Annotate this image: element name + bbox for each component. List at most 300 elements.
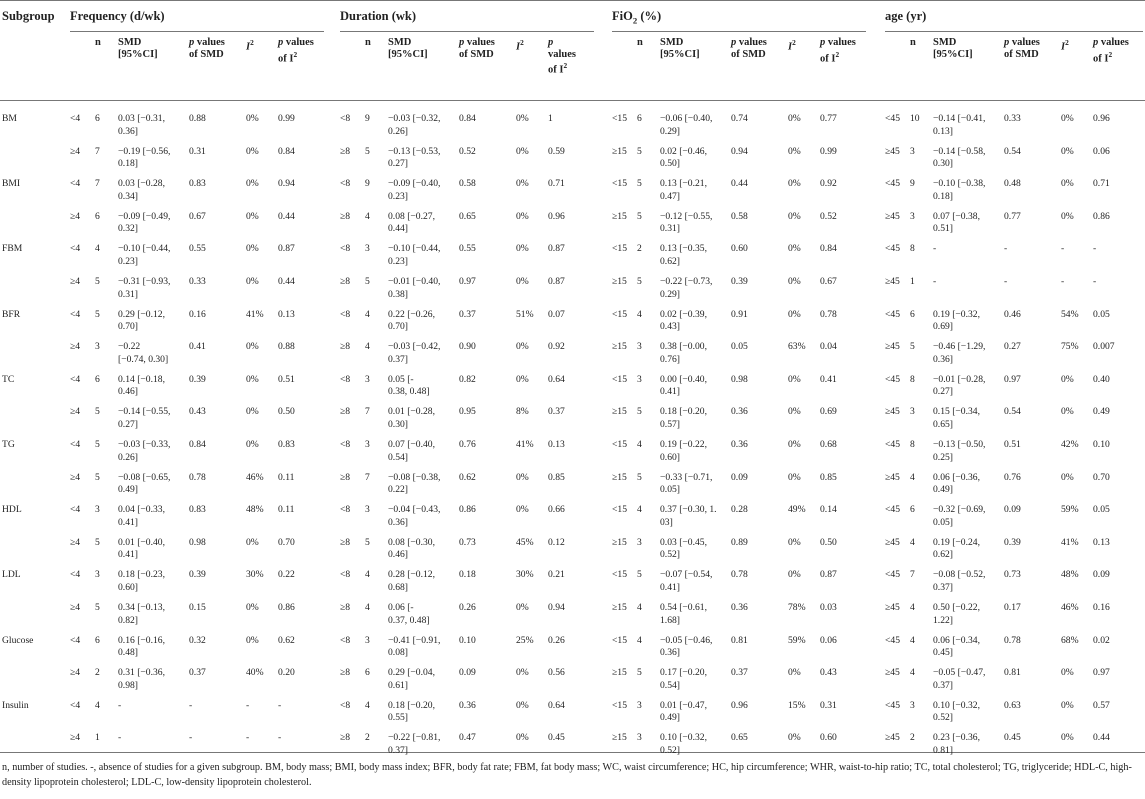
freq-p-smd-cell: 0.43 xyxy=(189,406,206,418)
freq-p-i2-cell: 0.44 xyxy=(278,210,295,222)
header-duration: Duration (wk) xyxy=(340,9,417,23)
fio-p-i2-cell: 0.52 xyxy=(820,210,837,222)
fio-n-cell: 3 xyxy=(637,536,642,548)
age-p-i2-cell: 0.97 xyxy=(1093,667,1110,679)
header-subgroup: Subgroup xyxy=(2,9,55,23)
freq-p-i2-cell: 0.50 xyxy=(278,406,295,418)
freq-n-cell: 7 xyxy=(95,178,100,190)
age-smd-cell: 0.10 [−0.32, 0.52] xyxy=(933,699,980,724)
dur-i2-cell: 0% xyxy=(516,699,529,711)
dur-p-i2-cell: 0.59 xyxy=(548,145,565,157)
freq-category-cell: <4 xyxy=(70,634,81,646)
dur-category-cell: ≥8 xyxy=(340,602,351,613)
dur-p-smd-cell: 0.62 xyxy=(459,471,476,483)
dur-category-cell: ≥8 xyxy=(340,406,351,418)
age-n-cell: 6 xyxy=(910,504,915,516)
fio-p-i2-cell: 0.77 xyxy=(820,113,837,124)
freq-p-i2-cell: 0.84 xyxy=(278,145,295,157)
fio-category-cell: <15 xyxy=(612,634,628,646)
age-smd-cell: 0.15 [−0.34, 0.65] xyxy=(933,406,980,430)
dur-i2-cell: 0% xyxy=(516,373,529,385)
dur-p-i2-cell: 0.71 xyxy=(548,178,565,190)
dur-i2-cell: 30% xyxy=(516,569,534,581)
dur-n-cell: 5 xyxy=(365,276,370,287)
age-p-smd-cell: 0.54 xyxy=(1004,406,1021,418)
fio-p-smd-cell: 0.44 xyxy=(731,178,748,190)
header-rule-bottom xyxy=(0,100,1145,101)
fio-n-cell: 3 xyxy=(637,699,642,711)
age-n-cell: 4 xyxy=(910,536,915,548)
fio-i2-cell: 0% xyxy=(788,243,801,255)
freq-n-cell: 5 xyxy=(95,406,100,418)
dur-n-cell: 7 xyxy=(365,406,370,418)
freq-category-cell: ≥4 xyxy=(70,341,81,353)
fio-i2-cell: 78% xyxy=(788,602,806,613)
fio-i2-cell: 0% xyxy=(788,536,801,548)
dur-p-smd-cell: 0.76 xyxy=(459,439,476,450)
dur-category-cell: <8 xyxy=(340,439,351,450)
freq-category-cell: <4 xyxy=(70,699,81,711)
header-fio2: FiO$_2$ (%) xyxy=(612,9,662,26)
fio-n-cell: 5 xyxy=(637,406,642,418)
freq-p-smd-cell: 0.39 xyxy=(189,569,206,581)
fio-p-i2-cell: 0.78 xyxy=(820,308,837,320)
freq-subheader-p-i2: p values of $I^2$ xyxy=(278,37,314,64)
freq-smd-cell: 0.03 [−0.31, 0.36] xyxy=(118,113,165,137)
age-i2-cell: 0% xyxy=(1061,406,1074,418)
age-p-i2-cell: 0.49 xyxy=(1093,406,1110,418)
age-n-cell: 4 xyxy=(910,667,915,679)
age-category-cell: <45 xyxy=(885,113,901,124)
fio-i2-cell: 0% xyxy=(788,667,801,679)
freq-category-cell: ≥4 xyxy=(70,732,81,744)
fio-subheader-smd: SMD [95%CI] xyxy=(660,37,700,60)
freq-p-smd-cell: 0.84 xyxy=(189,439,206,450)
age-p-i2-cell: 0.06 xyxy=(1093,145,1110,157)
header-age: age (yr) xyxy=(885,9,927,23)
freq-p-i2-cell: 0.70 xyxy=(278,536,295,548)
fio-smd-cell: −0.06 [−0.40, 0.29] xyxy=(660,113,713,137)
dur-p-smd-cell: 0.58 xyxy=(459,178,476,190)
age-subheader-p-i2: p values of $I^2$ xyxy=(1093,37,1129,64)
fio-p-smd-cell: 0.98 xyxy=(731,373,748,385)
fio-p-smd-cell: 0.36 xyxy=(731,406,748,418)
fio-subheader-i2: $I^2$ xyxy=(788,38,796,53)
dur-category-cell: <8 xyxy=(340,699,351,711)
dur-category-cell: <8 xyxy=(340,373,351,385)
fio-p-smd-cell: 0.81 xyxy=(731,634,748,646)
age-category-cell: <45 xyxy=(885,569,901,581)
fio-p-i2-cell: 0.60 xyxy=(820,732,837,744)
dur-n-cell: 3 xyxy=(365,373,370,385)
dur-p-smd-cell: 0.95 xyxy=(459,406,476,418)
age-n-cell: 3 xyxy=(910,145,915,157)
fio-p-i2-cell: 0.99 xyxy=(820,145,837,157)
freq-i2-cell: 46% xyxy=(246,471,264,483)
dur-n-cell: 4 xyxy=(365,699,370,711)
freq-smd-cell: 0.31 [−0.36, 0.98] xyxy=(118,667,165,691)
freq-i2-cell: 0% xyxy=(246,634,259,646)
dur-i2-cell: 0% xyxy=(516,178,529,190)
freq-p-i2-cell: 0.44 xyxy=(278,276,295,287)
fio-p-smd-cell: 0.36 xyxy=(731,602,748,613)
freq-n-cell: 6 xyxy=(95,373,100,385)
age-i2-cell: 0% xyxy=(1061,210,1074,222)
group-rule-duration xyxy=(340,31,594,32)
fio-i2-cell: 0% xyxy=(788,210,801,222)
fio-p-i2-cell: 0.43 xyxy=(820,667,837,679)
fio-n-cell: 5 xyxy=(637,569,642,581)
fio-n-cell: 5 xyxy=(637,667,642,679)
freq-p-smd-cell: 0.67 xyxy=(189,210,206,222)
freq-category-cell: ≥4 xyxy=(70,210,81,222)
age-category-cell: <45 xyxy=(885,178,901,190)
freq-p-smd-cell: 0.78 xyxy=(189,471,206,483)
freq-i2-cell: 0% xyxy=(246,210,259,222)
fio-smd-cell: 0.17 [−0.20, 0.54] xyxy=(660,667,707,691)
fio-category-cell: <15 xyxy=(612,504,628,516)
dur-n-cell: 3 xyxy=(365,634,370,646)
age-category-cell: <45 xyxy=(885,699,901,711)
dur-category-cell: <8 xyxy=(340,308,351,320)
dur-i2-cell: 0% xyxy=(516,471,529,483)
dur-n-cell: 9 xyxy=(365,113,370,124)
dur-p-smd-cell: 0.10 xyxy=(459,634,476,646)
dur-n-cell: 9 xyxy=(365,178,370,190)
fio-p-smd-cell: 0.60 xyxy=(731,243,748,255)
freq-n-cell: 5 xyxy=(95,276,100,287)
freq-smd-cell: −0.31 [−0.93, 0.31] xyxy=(118,276,171,300)
fio-p-smd-cell: 0.37 xyxy=(731,667,748,679)
dur-subheader-i2: $I^2$ xyxy=(516,38,524,53)
freq-smd-cell: 0.01 [−0.40, 0.41] xyxy=(118,536,165,561)
fio-i2-cell: 63% xyxy=(788,341,806,353)
freq-n-cell: 5 xyxy=(95,602,100,613)
freq-smd-cell: 0.18 [−0.23, 0.60] xyxy=(118,569,165,593)
freq-n-cell: 2 xyxy=(95,667,100,679)
dur-n-cell: 7 xyxy=(365,471,370,483)
age-subheader-p-smd: p values of SMD xyxy=(1004,37,1040,60)
subgroup-label: BFR xyxy=(2,308,21,320)
header-rule-top xyxy=(0,0,1145,1)
freq-i2-cell: 0% xyxy=(246,439,259,450)
age-n-cell: 4 xyxy=(910,634,915,646)
freq-category-cell: ≥4 xyxy=(70,406,81,418)
fio-smd-cell: −0.12 [−0.55, 0.31] xyxy=(660,210,713,235)
freq-p-smd-cell: 0.31 xyxy=(189,145,206,157)
age-p-i2-cell: 0.40 xyxy=(1093,373,1110,385)
freq-p-i2-cell: 0.88 xyxy=(278,341,295,353)
dur-p-i2-cell: 1 xyxy=(548,113,553,124)
age-smd-cell: −0.14 [−0.58, 0.30] xyxy=(933,145,986,170)
dur-subheader-p-smd: p values of SMD xyxy=(459,37,495,60)
fio-subheader-n: n xyxy=(637,37,643,48)
age-smd-cell: 0.07 [−0.38, 0.51] xyxy=(933,210,980,235)
fio-i2-cell: 0% xyxy=(788,406,801,418)
age-i2-cell: - xyxy=(1061,243,1065,255)
fio-p-i2-cell: 0.85 xyxy=(820,471,837,483)
dur-smd-cell: −0.22 [−0.81, 0.37] xyxy=(388,732,441,756)
age-p-i2-cell: 0.70 xyxy=(1093,471,1110,483)
dur-category-cell: <8 xyxy=(340,243,351,255)
age-p-smd-cell: 0.39 xyxy=(1004,536,1021,548)
age-p-smd-cell: 0.63 xyxy=(1004,699,1021,711)
subgroup-label: LDL xyxy=(2,569,21,581)
age-n-cell: 7 xyxy=(910,569,915,581)
fio-category-cell: <15 xyxy=(612,373,628,385)
freq-subheader-i2: $I^2$ xyxy=(246,38,254,53)
dur-smd-cell: 0.29 [−0.04, 0.61] xyxy=(388,667,435,691)
age-p-smd-cell: 0.45 xyxy=(1004,732,1021,744)
age-subheader-i2: $I^2$ xyxy=(1061,38,1069,53)
age-n-cell: 8 xyxy=(910,439,915,450)
freq-p-i2-cell: 0.22 xyxy=(278,569,295,581)
freq-subheader-p-smd: p values of SMD xyxy=(189,37,225,60)
age-category-cell: ≥45 xyxy=(885,732,900,744)
age-i2-cell: 68% xyxy=(1061,634,1079,646)
group-rule-age xyxy=(885,31,1143,32)
age-i2-cell: - xyxy=(1061,276,1065,287)
freq-p-smd-cell: 0.33 xyxy=(189,276,206,287)
dur-smd-cell: −0.41 [−0.91, 0.08] xyxy=(388,634,441,659)
fio-p-smd-cell: 0.65 xyxy=(731,732,748,744)
freq-smd-cell: 0.29 [−0.12, 0.70] xyxy=(118,308,165,333)
age-smd-cell: −0.13 [−0.50, 0.25] xyxy=(933,439,986,463)
dur-category-cell: ≥8 xyxy=(340,210,351,222)
age-p-smd-cell: - xyxy=(1004,276,1008,287)
age-i2-cell: 46% xyxy=(1061,602,1079,613)
age-p-i2-cell: 0.10 xyxy=(1093,439,1110,450)
age-category-cell: ≥45 xyxy=(885,602,900,613)
fio-i2-cell: 15% xyxy=(788,699,806,711)
dur-smd-cell: 0.05 [- 0.38, 0.48] xyxy=(388,373,430,398)
fio-p-smd-cell: 0.39 xyxy=(731,276,748,287)
freq-category-cell: ≥4 xyxy=(70,471,81,483)
fio-category-cell: ≥15 xyxy=(612,536,627,548)
dur-i2-cell: 0% xyxy=(516,732,529,744)
fio-p-smd-cell: 0.36 xyxy=(731,439,748,450)
age-p-i2-cell: 0.16 xyxy=(1093,602,1110,613)
fio-p-i2-cell: 0.41 xyxy=(820,373,837,385)
dur-i2-cell: 0% xyxy=(516,145,529,157)
freq-n-cell: 7 xyxy=(95,145,100,157)
fio-smd-cell: 0.03 [−0.45, 0.52] xyxy=(660,536,707,561)
age-p-i2-cell: 0.96 xyxy=(1093,113,1110,124)
dur-category-cell: <8 xyxy=(340,569,351,581)
freq-p-i2-cell: 0.51 xyxy=(278,373,295,385)
age-n-cell: 6 xyxy=(910,308,915,320)
age-smd-cell: 0.19 [−0.24, 0.62] xyxy=(933,536,980,561)
age-p-smd-cell: 0.17 xyxy=(1004,602,1021,613)
fio-p-i2-cell: 0.50 xyxy=(820,536,837,548)
age-category-cell: <45 xyxy=(885,243,901,255)
dur-category-cell: <8 xyxy=(340,634,351,646)
dur-smd-cell: 0.07 [−0.40, 0.54] xyxy=(388,439,435,463)
fio-i2-cell: 0% xyxy=(788,732,801,744)
fio-i2-cell: 0% xyxy=(788,145,801,157)
age-p-i2-cell: 0.86 xyxy=(1093,210,1110,222)
dur-category-cell: ≥8 xyxy=(340,145,351,157)
dur-smd-cell: −0.03 [−0.42, 0.37] xyxy=(388,341,441,365)
freq-smd-cell: 0.04 [−0.33, 0.41] xyxy=(118,504,165,528)
freq-category-cell: ≥4 xyxy=(70,145,81,157)
freq-n-cell: 5 xyxy=(95,536,100,548)
fio-p-smd-cell: 0.28 xyxy=(731,504,748,516)
dur-p-smd-cell: 0.26 xyxy=(459,602,476,613)
age-i2-cell: 0% xyxy=(1061,113,1074,124)
fio-category-cell: <15 xyxy=(612,308,628,320)
freq-p-i2-cell: 0.20 xyxy=(278,667,295,679)
fio-p-i2-cell: 0.69 xyxy=(820,406,837,418)
fio-n-cell: 2 xyxy=(637,243,642,255)
dur-p-smd-cell: 0.84 xyxy=(459,113,476,124)
fio-n-cell: 5 xyxy=(637,178,642,190)
fio-category-cell: <15 xyxy=(612,439,628,450)
freq-i2-cell: 0% xyxy=(246,145,259,157)
freq-smd-cell: −0.08 [−0.65, 0.49] xyxy=(118,471,171,496)
fio-smd-cell: 0.19 [−0.22, 0.60] xyxy=(660,439,707,463)
fio-category-cell: ≥15 xyxy=(612,667,627,679)
age-smd-cell: 0.19 [−0.32, 0.69] xyxy=(933,308,980,333)
fio-smd-cell: −0.07 [−0.54, 0.41] xyxy=(660,569,713,593)
fio-i2-cell: 0% xyxy=(788,113,801,124)
age-i2-cell: 0% xyxy=(1061,667,1074,679)
subgroup-label: BM xyxy=(2,113,17,124)
age-smd-cell: 0.06 [−0.34, 0.45] xyxy=(933,634,980,659)
dur-p-i2-cell: 0.64 xyxy=(548,373,565,385)
age-i2-cell: 42% xyxy=(1061,439,1079,450)
dur-smd-cell: 0.01 [−0.28, 0.30] xyxy=(388,406,435,430)
subgroup-label: FBM xyxy=(2,243,23,255)
freq-n-cell: 4 xyxy=(95,243,100,255)
freq-smd-cell: 0.34 [−0.13, 0.82] xyxy=(118,602,165,626)
fio-p-smd-cell: 0.96 xyxy=(731,699,748,711)
fio-subheader-p-smd: p values of SMD xyxy=(731,37,767,60)
age-n-cell: 4 xyxy=(910,602,915,613)
freq-smd-cell: −0.09 [−0.49, 0.32] xyxy=(118,210,171,235)
dur-i2-cell: 0% xyxy=(516,113,529,124)
dur-n-cell: 4 xyxy=(365,569,370,581)
group-rule-frequency xyxy=(70,31,324,32)
age-i2-cell: 0% xyxy=(1061,699,1074,711)
fio-p-i2-cell: 0.67 xyxy=(820,276,837,287)
age-n-cell: 1 xyxy=(910,276,915,287)
dur-p-smd-cell: 0.82 xyxy=(459,373,476,385)
dur-category-cell: ≥8 xyxy=(340,667,351,679)
dur-smd-cell: −0.10 [−0.44, 0.23] xyxy=(388,243,441,267)
age-p-i2-cell: 0.007 xyxy=(1093,341,1115,353)
freq-category-cell: <4 xyxy=(70,308,81,320)
age-p-i2-cell: 0.57 xyxy=(1093,699,1110,711)
age-smd-cell: 0.23 [−0.36, 0.81] xyxy=(933,732,980,756)
freq-i2-cell: 0% xyxy=(246,602,259,613)
fio-p-i2-cell: 0.92 xyxy=(820,178,837,190)
dur-p-i2-cell: 0.45 xyxy=(548,732,565,744)
freq-p-smd-cell: 0.55 xyxy=(189,243,206,255)
age-category-cell: ≥45 xyxy=(885,667,900,679)
fio-smd-cell: 0.01 [−0.47, 0.49] xyxy=(660,699,707,724)
age-category-cell: <45 xyxy=(885,308,901,320)
subgroup-label: Insulin xyxy=(2,699,29,711)
fio-category-cell: <15 xyxy=(612,699,628,711)
freq-n-cell: 1 xyxy=(95,732,100,744)
freq-smd-cell: 0.14 [−0.18, 0.46] xyxy=(118,373,165,398)
fio-smd-cell: 0.38 [−0.00, 0.76] xyxy=(660,341,707,365)
dur-p-i2-cell: 0.12 xyxy=(548,536,565,548)
dur-p-smd-cell: 0.86 xyxy=(459,504,476,516)
freq-category-cell: <4 xyxy=(70,178,81,190)
fio-n-cell: 3 xyxy=(637,732,642,744)
dur-smd-cell: −0.03 [−0.32, 0.26] xyxy=(388,113,441,137)
dur-i2-cell: 51% xyxy=(516,308,534,320)
age-n-cell: 2 xyxy=(910,732,915,744)
dur-i2-cell: 0% xyxy=(516,602,529,613)
fio-i2-cell: 49% xyxy=(788,504,806,516)
freq-p-i2-cell: 0.94 xyxy=(278,178,295,190)
fio-smd-cell: 0.02 [−0.39, 0.43] xyxy=(660,308,707,333)
dur-i2-cell: 0% xyxy=(516,210,529,222)
dur-subheader-n: n xyxy=(365,37,371,48)
fio-n-cell: 5 xyxy=(637,145,642,157)
fio-n-cell: 4 xyxy=(637,634,642,646)
freq-p-smd-cell: 0.15 xyxy=(189,602,206,613)
age-p-i2-cell: - xyxy=(1093,276,1097,287)
dur-p-smd-cell: 0.18 xyxy=(459,569,476,581)
dur-n-cell: 4 xyxy=(365,341,370,353)
fio-n-cell: 5 xyxy=(637,276,642,287)
age-p-smd-cell: 0.46 xyxy=(1004,308,1021,320)
fio-p-smd-cell: 0.78 xyxy=(731,569,748,581)
freq-p-i2-cell: 0.11 xyxy=(278,471,295,483)
age-smd-cell: −0.01 [−0.28, 0.27] xyxy=(933,373,986,398)
fio-n-cell: 4 xyxy=(637,308,642,320)
dur-smd-cell: −0.09 [−0.40, 0.23] xyxy=(388,178,441,202)
age-category-cell: ≥45 xyxy=(885,406,900,418)
dur-p-smd-cell: 0.65 xyxy=(459,210,476,222)
dur-p-i2-cell: 0.26 xyxy=(548,634,565,646)
age-p-smd-cell: - xyxy=(1004,243,1008,255)
freq-i2-cell: 40% xyxy=(246,667,264,679)
dur-smd-cell: −0.13 [−0.53, 0.27] xyxy=(388,145,441,170)
dur-p-smd-cell: 0.55 xyxy=(459,243,476,255)
freq-n-cell: 6 xyxy=(95,210,100,222)
fio-p-i2-cell: 0.06 xyxy=(820,634,837,646)
dur-smd-cell: 0.08 [−0.27, 0.44] xyxy=(388,210,435,235)
freq-smd-cell: −0.19 [−0.56, 0.18] xyxy=(118,145,171,170)
dur-p-i2-cell: 0.87 xyxy=(548,243,565,255)
fio-category-cell: ≥15 xyxy=(612,276,627,287)
age-i2-cell: 48% xyxy=(1061,569,1079,581)
fio-n-cell: 3 xyxy=(637,373,642,385)
dur-smd-cell: 0.06 [- 0.37, 0.48] xyxy=(388,602,430,626)
fio-smd-cell: 0.00 [−0.40, 0.41] xyxy=(660,373,707,398)
fio-i2-cell: 0% xyxy=(788,373,801,385)
freq-i2-cell: 0% xyxy=(246,178,259,190)
fio-n-cell: 4 xyxy=(637,504,642,516)
freq-p-smd-cell: 0.39 xyxy=(189,373,206,385)
age-smd-cell: −0.14 [−0.41, 0.13] xyxy=(933,113,986,137)
group-rule-fio2 xyxy=(612,31,866,32)
fio-p-i2-cell: 0.04 xyxy=(820,341,837,353)
fio-smd-cell: 0.37 [−0.30, 1. 03] xyxy=(660,504,717,528)
fio-n-cell: 5 xyxy=(637,471,642,483)
age-i2-cell: 75% xyxy=(1061,341,1079,353)
freq-n-cell: 6 xyxy=(95,113,100,124)
freq-i2-cell: 0% xyxy=(246,113,259,124)
age-p-i2-cell: 0.05 xyxy=(1093,504,1110,516)
fio-n-cell: 5 xyxy=(637,210,642,222)
freq-n-cell: 5 xyxy=(95,439,100,450)
